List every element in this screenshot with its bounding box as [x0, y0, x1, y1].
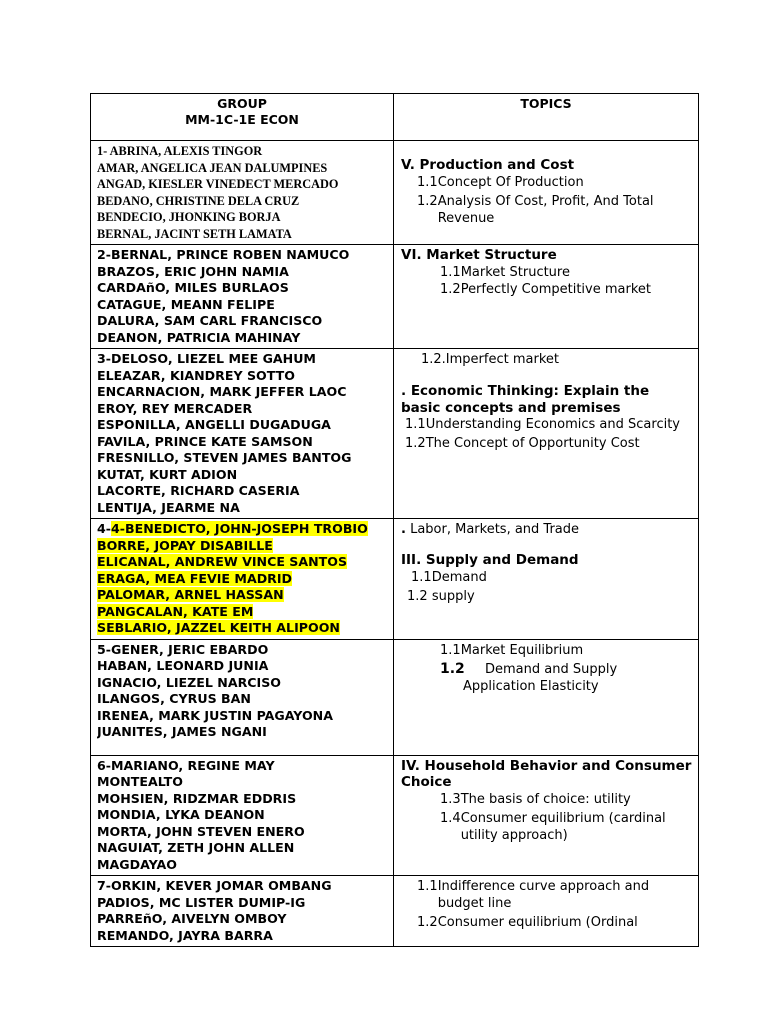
highlighted-member-name: PALOMAR, ARNEL HASSAN	[97, 587, 284, 602]
member-name: ESPONILLA, ANGELLI DUGADUGA	[97, 417, 331, 432]
topic-item-text: Consumer equilibrium (Ordinal	[437, 915, 638, 930]
group-header-label: GROUP	[217, 96, 267, 111]
member-name: JUANITES, JAMES NGANI	[97, 724, 267, 739]
member-name	[97, 571, 389, 588]
group-6-members	[91, 755, 394, 876]
group-2-topics	[394, 245, 699, 349]
highlighted-member-name: PANGCALAN, KATE EM	[97, 603, 254, 619]
member-name: BRAZOS, ERIC JOHN NAMIA	[97, 263, 289, 279]
topics-header-label: TOPICS	[520, 96, 572, 111]
topic-item-text: Indifference curve approach and budget line	[437, 879, 650, 911]
topic-item	[401, 569, 692, 586]
highlighted-member-name: ELICANAL, ANDREW VINCE SANTOS	[97, 554, 348, 569]
member-name: FRESNILLO, STEVEN JAMES BANTOG	[97, 450, 352, 465]
topic-item-number: 1.2	[440, 660, 465, 677]
topic-item	[401, 435, 692, 452]
topic-item-text: Understanding Economics and Scarcity	[425, 417, 680, 432]
group-3-members	[91, 349, 394, 519]
group-1-topics	[394, 141, 699, 245]
member-name: CATAGUE, MEANN FELIPE	[97, 296, 275, 312]
member-name: BENDECIO, JHONKING BORJA	[97, 210, 281, 224]
group-row-2	[91, 245, 699, 349]
topic-item-number: 1.2	[440, 281, 461, 297]
member-name: KUTAT, KURT ADION	[97, 466, 238, 482]
class-code-label: MM-1C-1E ECON	[185, 112, 299, 127]
highlighted-member-name: ERAGA, MEA FEVIE MADRID	[97, 570, 292, 586]
member-name: PARREñO, AIVELYN OMBOY	[97, 911, 287, 926]
member-name: AMAR, ANGELICA JEAN DALUMPINES	[97, 160, 328, 175]
member-name: IGNACIO, LIEZEL NARCISO	[97, 674, 281, 690]
topic-item-number: 1.1	[405, 417, 426, 432]
member-name: IRENEA, MARK JUSTIN PAGAYONA	[97, 707, 333, 723]
group-4-topics	[394, 519, 699, 640]
topic-item-text: Analysis Of Cost, Profit, And Total Revenue	[437, 193, 654, 226]
highlighted-member-name: BORRE, JOPAY DISABILLE	[97, 537, 273, 553]
member-name: LENTIJA, JEARME NA	[97, 499, 240, 515]
member-name: HABAN, LEONARD JUNIA	[97, 658, 269, 673]
member-name	[97, 620, 389, 637]
member-name: DALURA, SAM CARL FRANCISCO	[97, 313, 323, 328]
topic-item-number: 1.2	[405, 436, 426, 451]
topic-subtitle: Labor, Markets, and Trade	[410, 522, 580, 537]
member-name	[97, 587, 389, 604]
topic-item-text: Demand and Supply Application Elasticity	[463, 661, 618, 694]
group-row-3	[91, 349, 699, 519]
topic-item-text: The basis of choice: utility	[460, 791, 631, 807]
topic-item	[401, 914, 692, 931]
group-4-members	[91, 519, 394, 640]
group-row-5	[91, 639, 699, 755]
topics-header-cell	[394, 94, 699, 141]
topic-item	[401, 661, 692, 695]
member-name: 2-BERNAL, PRINCE ROBEN NAMUCO	[97, 247, 350, 262]
group-row-4	[91, 519, 699, 640]
topic-title: IV. Household Behavior and Consumer Choice	[401, 757, 692, 790]
member-name: DEANON, PATRICIA MAHINAY	[97, 329, 301, 345]
topic-item-number: 1.2	[417, 915, 438, 930]
member-name: 3-DELOSO, LIEZEL MEE GAHUM	[97, 351, 316, 366]
group-2-members	[91, 245, 394, 349]
topic-title: VI. Market Structure	[401, 247, 557, 263]
topic-title: . Economic Thinking: Explain the basic concepts and premises	[401, 383, 650, 416]
member-name: REMANDO, JAYRA BARRA	[97, 927, 273, 943]
topic-item-number: 1.1	[411, 569, 432, 585]
member-name: 1- ABRINA, ALEXIS TINGOR	[97, 144, 263, 158]
member-name: LACORTE, RICHARD CASERIA	[97, 483, 300, 498]
topic-item	[401, 588, 692, 605]
group-topics-table	[90, 93, 699, 947]
member-name	[97, 538, 389, 555]
topic-item	[401, 416, 692, 433]
member-name: MAGDAYAO	[97, 856, 177, 872]
topic-title: V. Production and Cost	[401, 157, 575, 173]
member-name: MONDIA, LYKA DEANON	[97, 807, 265, 822]
member-name: PADIOS, MC LISTER DUMIP-IG	[97, 894, 306, 910]
topic-item	[401, 810, 692, 844]
group-7-members	[91, 876, 394, 947]
table-header-row	[91, 94, 699, 141]
member-name: FAVILA, PRINCE KATE SAMSON	[97, 433, 313, 449]
topic-item-text: Demand	[431, 569, 487, 585]
topic-item-number: 1.2	[407, 588, 432, 604]
topic-item-number: 1.3	[440, 791, 461, 807]
group-row-7	[91, 876, 699, 947]
topic-item	[401, 264, 692, 281]
topic-item-number: 1.1	[440, 264, 461, 280]
member-name: MORTA, JOHN STEVEN ENERO	[97, 823, 305, 839]
member-name: ENCARNACION, MARK JEFFER LAOC	[97, 384, 347, 399]
member-name: BEDANO, CHRISTINE DELA CRUZ	[97, 193, 300, 208]
topic-item-number: 1.1	[440, 642, 461, 658]
topic-item-text: Concept Of Production	[437, 174, 584, 190]
topic-item	[401, 174, 692, 191]
group-1-members	[91, 141, 394, 245]
member-name: 5-GENER, JERIC EBARDO	[97, 641, 269, 657]
member-name	[97, 554, 389, 571]
group-6-topics	[394, 755, 699, 876]
topic-item	[401, 878, 692, 912]
topic-item-number: 1.4	[440, 810, 461, 826]
member-name: ANGAD, KIESLER VINEDECT MERCADO	[97, 177, 339, 191]
group-row-6	[91, 755, 699, 876]
member-name: BERNAL, JACINT SETH LAMATA	[97, 226, 292, 241]
topic-item-number: 1.1	[417, 879, 438, 894]
group-3-topics	[394, 349, 699, 519]
member-name: 4-4-BENEDICTO, JOHN-JOSEPH TROBIO	[97, 521, 368, 536]
member-name: CARDAñO, MILES BURLAOS	[97, 280, 289, 295]
topic-item-text: supply	[431, 588, 475, 604]
group-row-1	[91, 141, 699, 245]
member-name: EROY, REY MERCADER	[97, 400, 253, 416]
member-name: MOHSIEN, RIDZMAR EDDRIS	[97, 790, 297, 806]
topic-item-text: Perfectly Competitive market	[460, 281, 651, 297]
member-name: ILANGOS, CYRUS BAN	[97, 691, 251, 706]
topic-item	[401, 791, 692, 808]
group-header-cell	[91, 94, 394, 141]
group-5-topics	[394, 639, 699, 755]
member-name: ELEAZAR, KIANDREY SOTTO	[97, 367, 295, 383]
highlighted-member-name: SEBLARIO, JAZZEL KEITH ALIPOON	[97, 620, 340, 635]
member-name: 7-ORKIN, KEVER JOMAR OMBANG	[97, 878, 332, 893]
group-5-members	[91, 639, 394, 755]
group-7-topics	[394, 876, 699, 947]
member-name: 6-MARIANO, REGINE MAY	[97, 757, 275, 773]
topic-item: 1.2.Imperfect market	[421, 352, 559, 367]
topic-item-text: Market Structure	[460, 264, 570, 280]
topic-item	[401, 281, 692, 298]
topic-item-number: 1.1	[417, 174, 438, 190]
topic-title: III. Supply and Demand	[401, 552, 579, 568]
member-name: NAGUIAT, ZETH JOHN ALLEN	[97, 840, 295, 855]
topic-item-number: 1.2	[417, 193, 438, 209]
topic-item	[401, 521, 692, 538]
highlighted-member-name: 4-BENEDICTO, JOHN-JOSEPH TROBIO	[111, 521, 368, 536]
bullet-dot: .	[401, 522, 406, 537]
topic-item	[401, 642, 692, 659]
member-name: MONTEALTO	[97, 774, 183, 789]
topic-item-text: Consumer equilibrium (cardinal utility approach)	[460, 810, 666, 843]
topic-item-text: Market Equilibrium	[460, 642, 584, 658]
member-name	[97, 604, 389, 621]
topic-item-text: The Concept of Opportunity Cost	[425, 436, 640, 451]
topic-item	[401, 193, 692, 227]
